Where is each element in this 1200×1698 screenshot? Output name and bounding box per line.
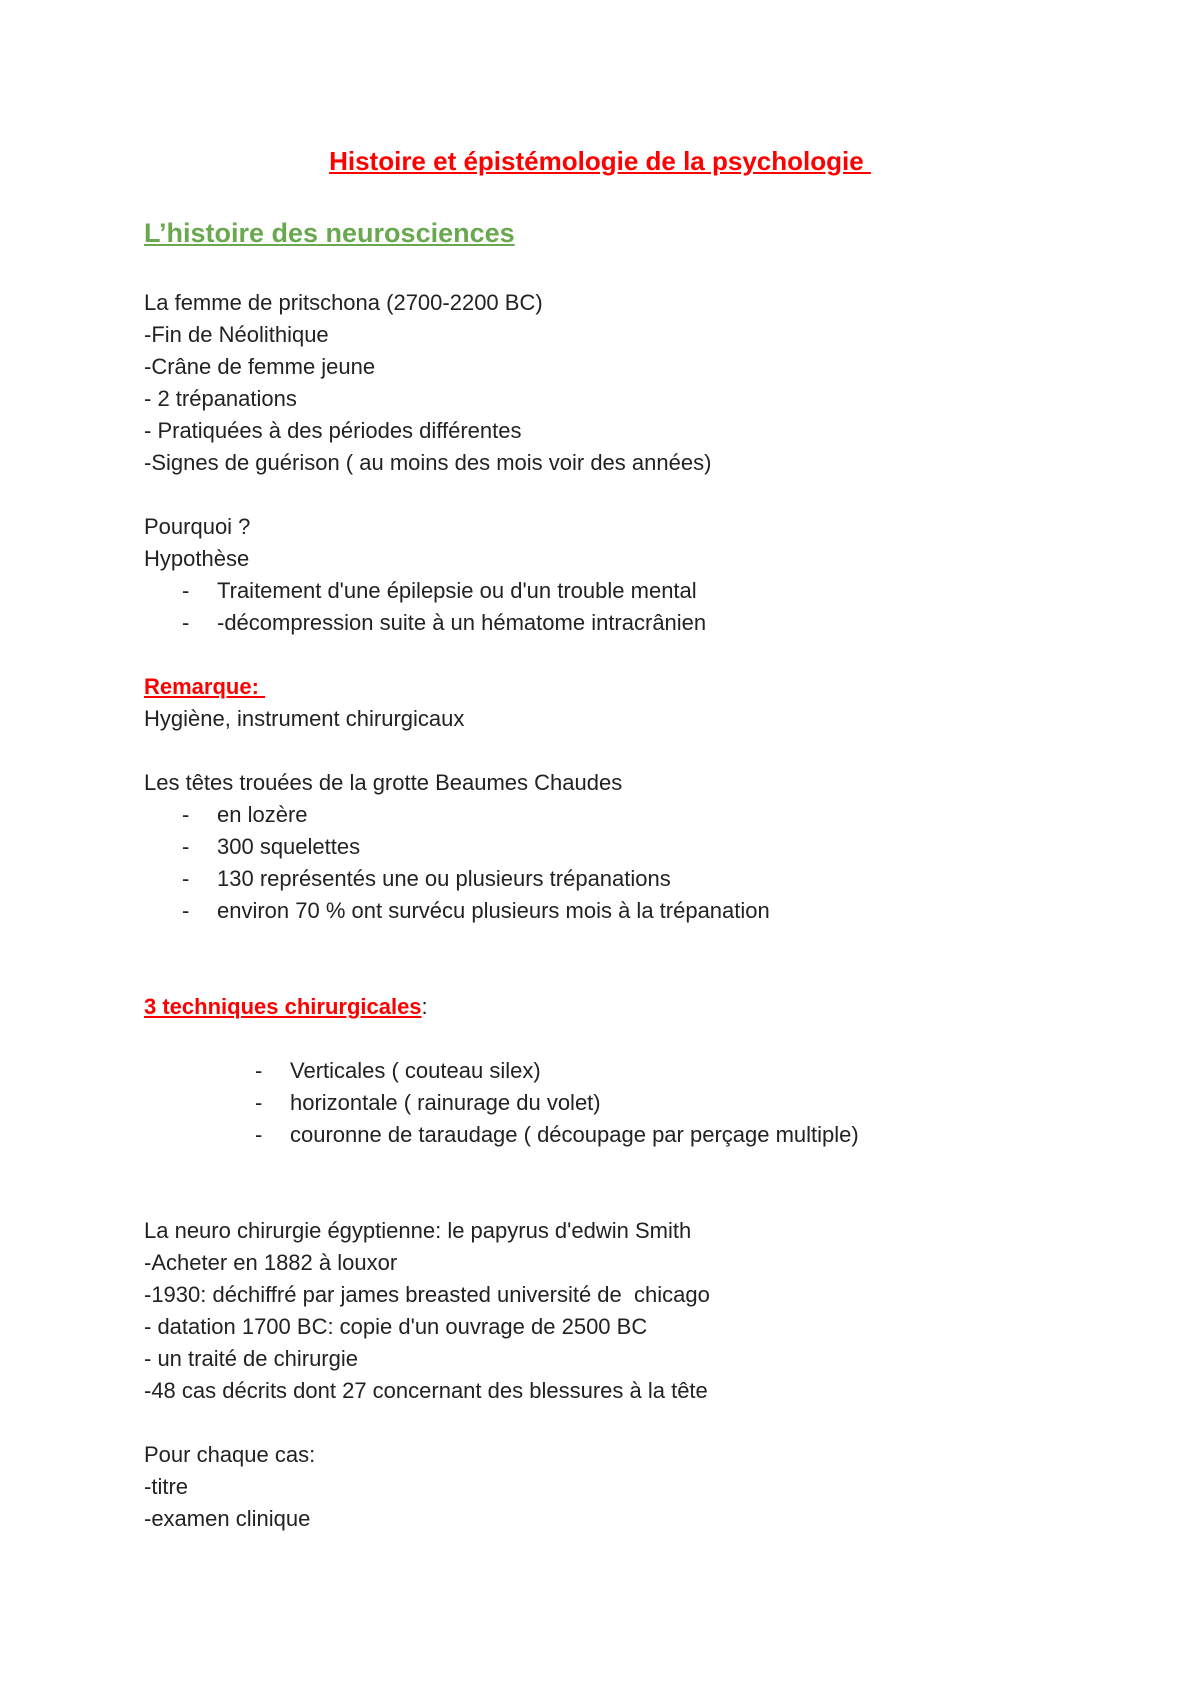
bullet-dash: - xyxy=(182,578,190,603)
bullet-dash: - xyxy=(255,1058,263,1083)
list-item-text: couronne de taraudage ( découpage par perçage multiple) xyxy=(290,1122,859,1147)
paragraph-line: - datation 1700 BC: copie d'un ouvrage de 2500 BC xyxy=(144,1314,648,1339)
list-item xyxy=(144,1087,1144,1119)
bullet-dash: - xyxy=(182,898,190,923)
paragraph-line: Pour chaque cas: xyxy=(144,1442,316,1467)
paragraph-line: -titre xyxy=(144,1474,188,1499)
list-item-text: en lozère xyxy=(217,802,308,827)
bullet-dash: - xyxy=(255,1090,263,1115)
paragraph-line: La femme de pritschona (2700-2200 BC) xyxy=(144,290,543,315)
list-item xyxy=(144,895,1144,927)
list-item-text: Verticales ( couteau silex) xyxy=(290,1058,541,1083)
paragraph-line: -examen clinique xyxy=(144,1506,311,1531)
remark-label: Remarque: xyxy=(144,674,266,699)
techniques-heading xyxy=(144,991,1144,1023)
list-item xyxy=(144,1119,1144,1151)
bullet-dash: - xyxy=(255,1122,263,1147)
list-item-text: Traitement d'une épilepsie ou d'un trouble mental xyxy=(217,578,697,603)
paragraph-line: -Crâne de femme jeune xyxy=(144,354,376,379)
paragraph-line: Pourquoi ? xyxy=(144,514,251,539)
bullet-dash: - xyxy=(182,866,190,891)
list-item xyxy=(144,607,1144,639)
paragraph-line: Hypothèse xyxy=(144,546,250,571)
list-item-text: environ 70 % ont survécu plusieurs mois à la trépanation xyxy=(217,898,770,923)
paragraph-line: Les têtes trouées de la grotte Beaumes Chaudes xyxy=(144,770,623,795)
list-item-text: 300 squelettes xyxy=(217,834,361,859)
list-item xyxy=(144,831,1144,863)
bullet-dash: - xyxy=(182,802,190,827)
paragraph-line: -Signes de guérison ( au moins des mois voir des années) xyxy=(144,450,712,475)
paragraph-line: -48 cas décrits dont 27 concernant des blessures à la tête xyxy=(144,1378,708,1403)
paragraph-line: -Fin de Néolithique xyxy=(144,322,329,347)
list-item-text: 130 représentés une ou plusieurs trépanations xyxy=(217,866,671,891)
paragraph-line: - Pratiquées à des périodes différentes xyxy=(144,418,522,443)
list-item xyxy=(144,1055,1144,1087)
paragraph-line: -1930: déchiffré par james breasted université de chicago xyxy=(144,1282,710,1307)
section-heading: L’histoire des neurosciences xyxy=(144,218,515,248)
list-item-text: -décompression suite à un hématome intracrânien xyxy=(217,610,707,635)
document-body xyxy=(144,287,1144,1535)
list-item-text: horizontale ( rainurage du volet) xyxy=(290,1090,601,1115)
paragraph-line: - un traité de chirurgie xyxy=(144,1346,358,1371)
paragraph-line: -Acheter en 1882 à louxor xyxy=(144,1250,398,1275)
document-title: Histoire et épistémologie de la psychologie xyxy=(329,146,871,176)
paragraph-line: La neuro chirurgie égyptienne: le papyrus d'edwin Smith xyxy=(144,1218,692,1243)
list-item xyxy=(144,799,1144,831)
bullet-dash: - xyxy=(182,610,190,635)
paragraph-line: Hygiène, instrument chirurgicaux xyxy=(144,706,465,731)
bullet-dash: - xyxy=(182,834,190,859)
techniques-label: 3 techniques chirurgicales xyxy=(144,994,422,1019)
list-item xyxy=(144,863,1144,895)
techniques-colon: : xyxy=(421,994,428,1019)
list-item xyxy=(144,575,1144,607)
paragraph-line: - 2 trépanations xyxy=(144,386,297,411)
